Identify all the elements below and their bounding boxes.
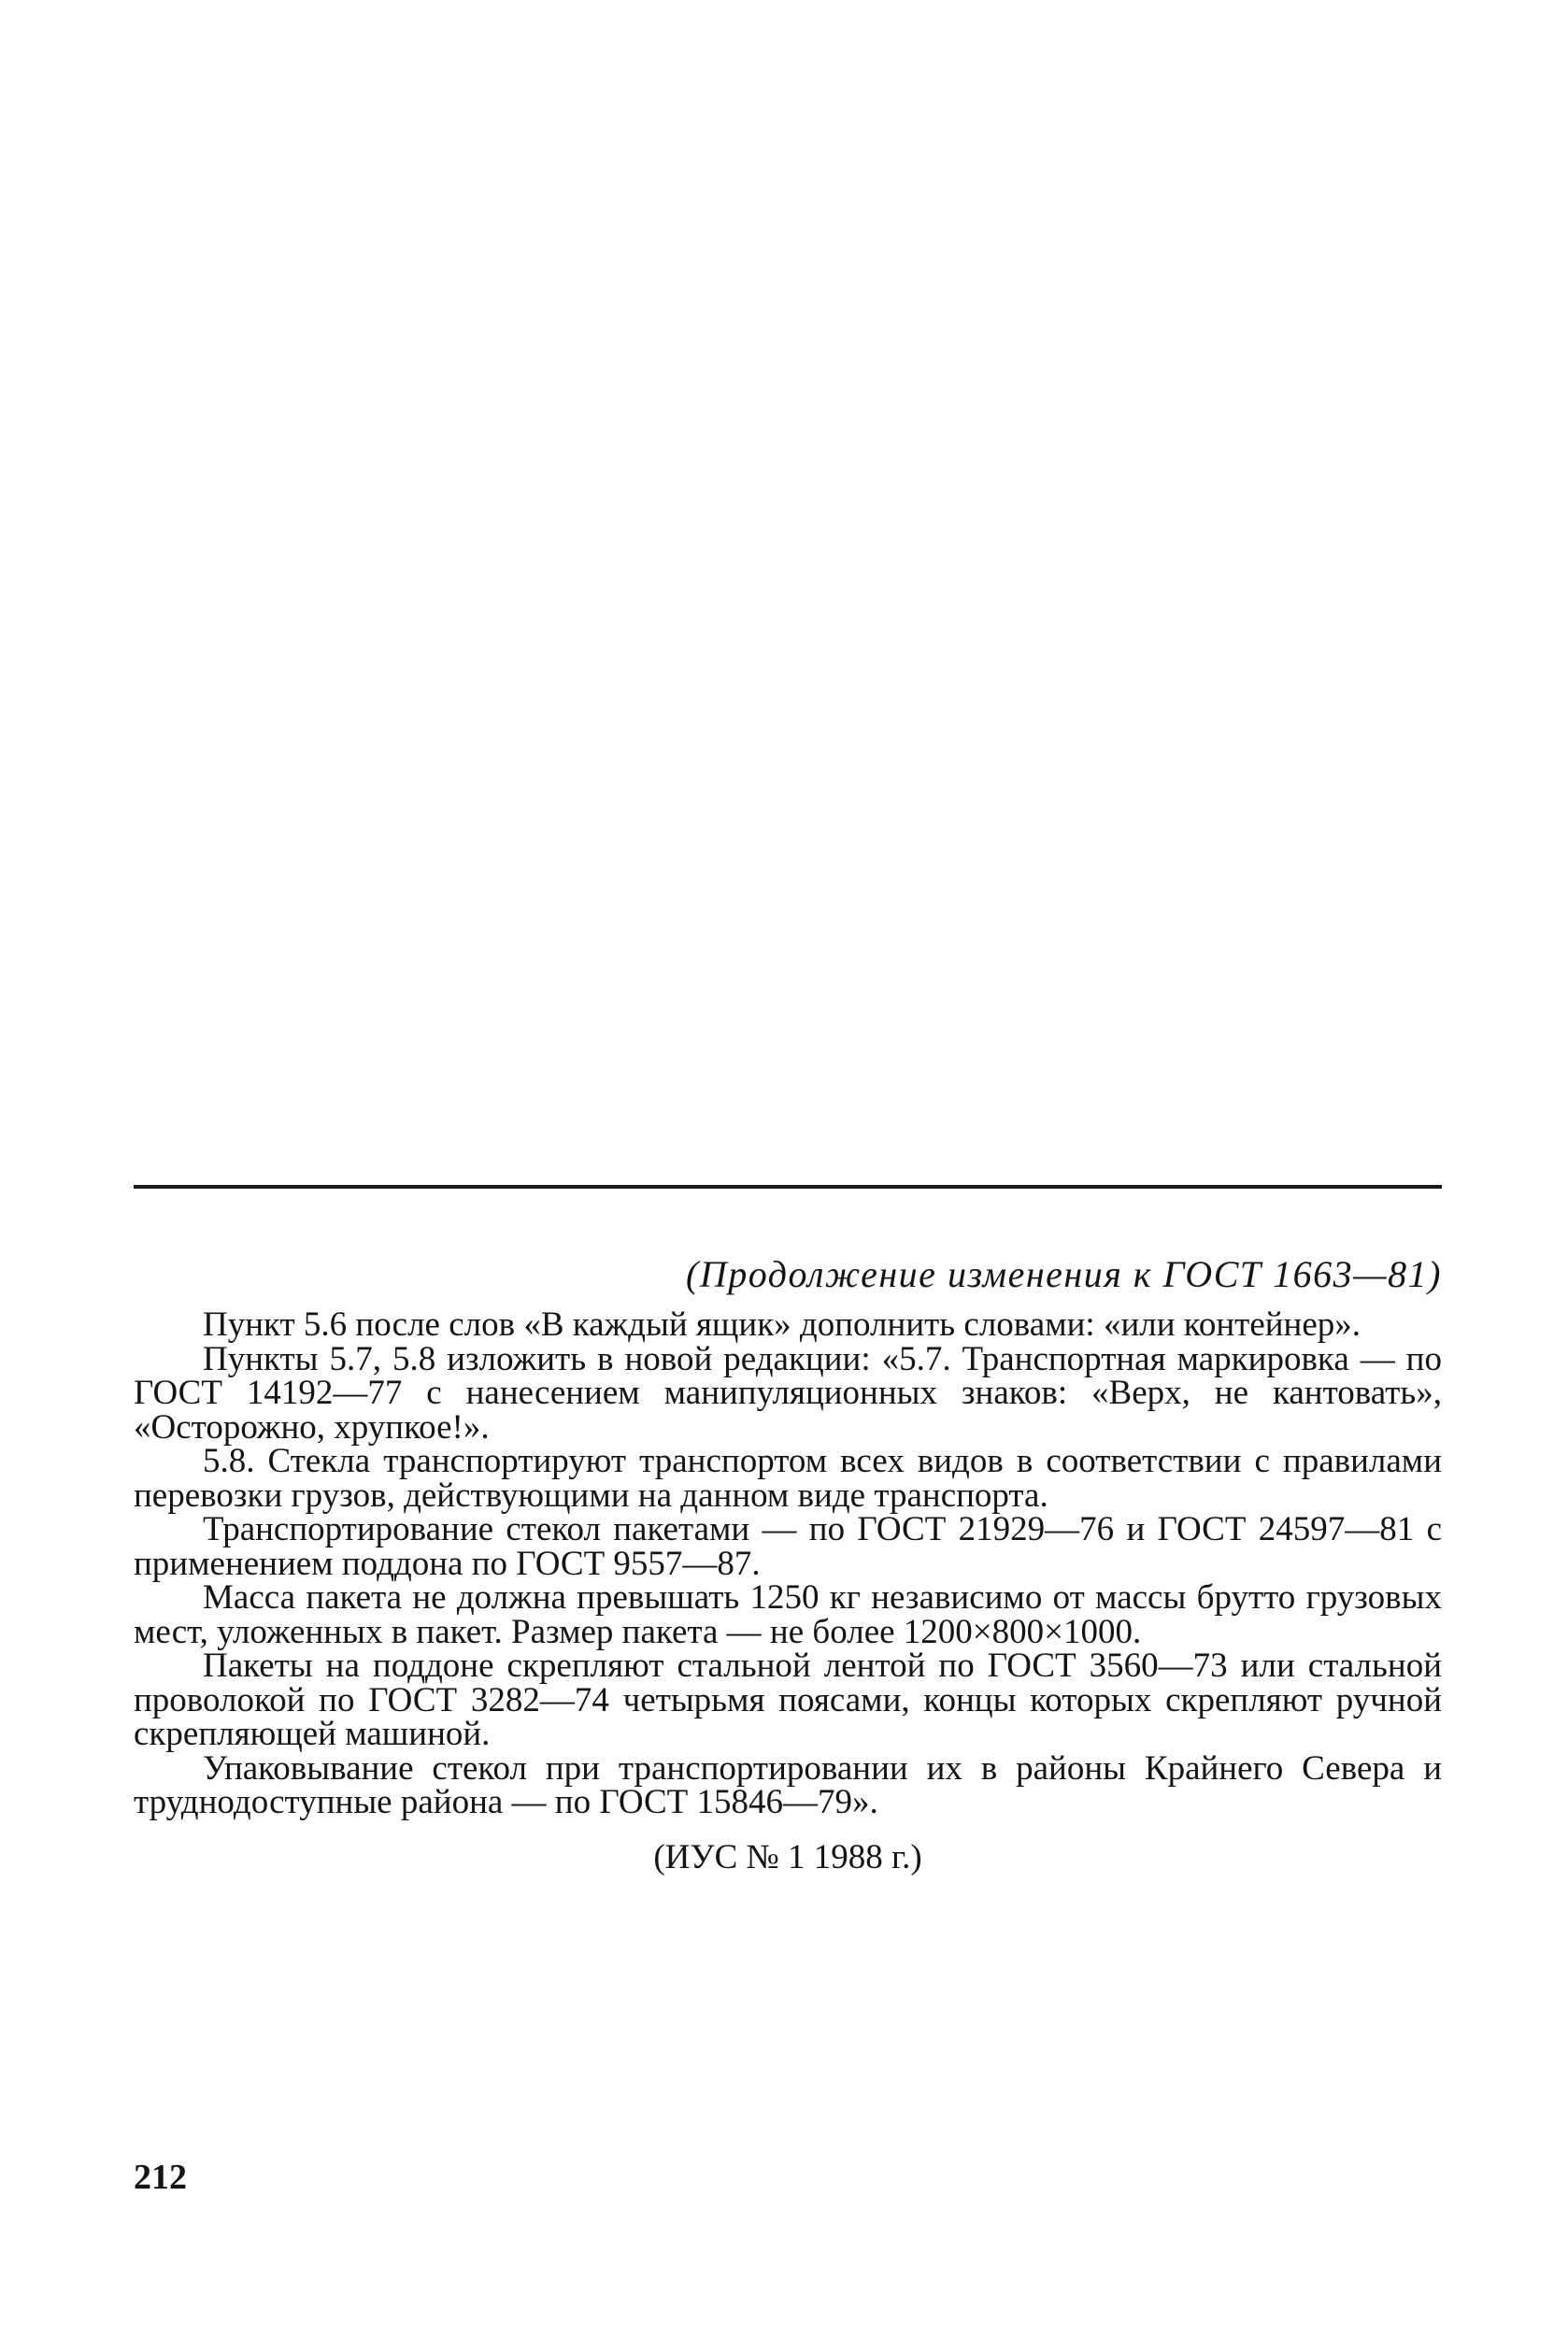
paragraph-item-5-6: Пункт 5.6 после слов «В каждый ящик» дополнить словами: «или контейнер». bbox=[203, 1305, 1361, 1344]
page-number: 212 bbox=[134, 2158, 187, 2197]
document-body bbox=[134, 1305, 1442, 1821]
source-reference: (ИУС № 1 1988 г.) bbox=[653, 1838, 922, 1876]
paragraph-package-transport: Транспортирование стекол пакетами — по ГОСТ 21929—76 и ГОСТ 24597—81 с применением поддона по ГОСТ 9557—87. bbox=[134, 1510, 1442, 1583]
paragraph-item-5-8: 5.8. Стекла транспортируют транспортом всех видов в соответствии с правилами перевозки грузов, действующими на данном виде транспорта. bbox=[134, 1442, 1442, 1515]
paragraph-package-mass: Масса пакета не должна превышать 1250 кг независимо от массы брутто грузовых мест, уложенных в пакет. Размер пакета — не более 1200×800×1000. bbox=[134, 1578, 1442, 1651]
paragraph-items-5-7-5-8: Пункты 5.7, 5.8 изложить в новой редакции: «5.7. Транспортная маркировка — по ГОСТ 14192—77 с нанесением манипуляционных знаков: «Верх, не кантовать», «Осторожно, хрупкое!». bbox=[134, 1339, 1442, 1447]
continuation-note: (Продолжение изменения к ГОСТ 1663—81) bbox=[686, 1253, 1442, 1295]
paragraph-package-fastening: Пакеты на поддоне скрепляют стальной лентой по ГОСТ 3560—73 или стальной проволокой по ГОСТ 3282—74 четырьмя поясами, концы которых скрепляют ручной скрепляющей машиной. bbox=[134, 1647, 1442, 1753]
header-rule bbox=[134, 1185, 1442, 1189]
paragraph-packing-north: Упаковывание стекол при транспортировании их в районы Крайнего Севера и труднодоступные района — по ГОСТ 15846—79». bbox=[134, 1748, 1442, 1821]
